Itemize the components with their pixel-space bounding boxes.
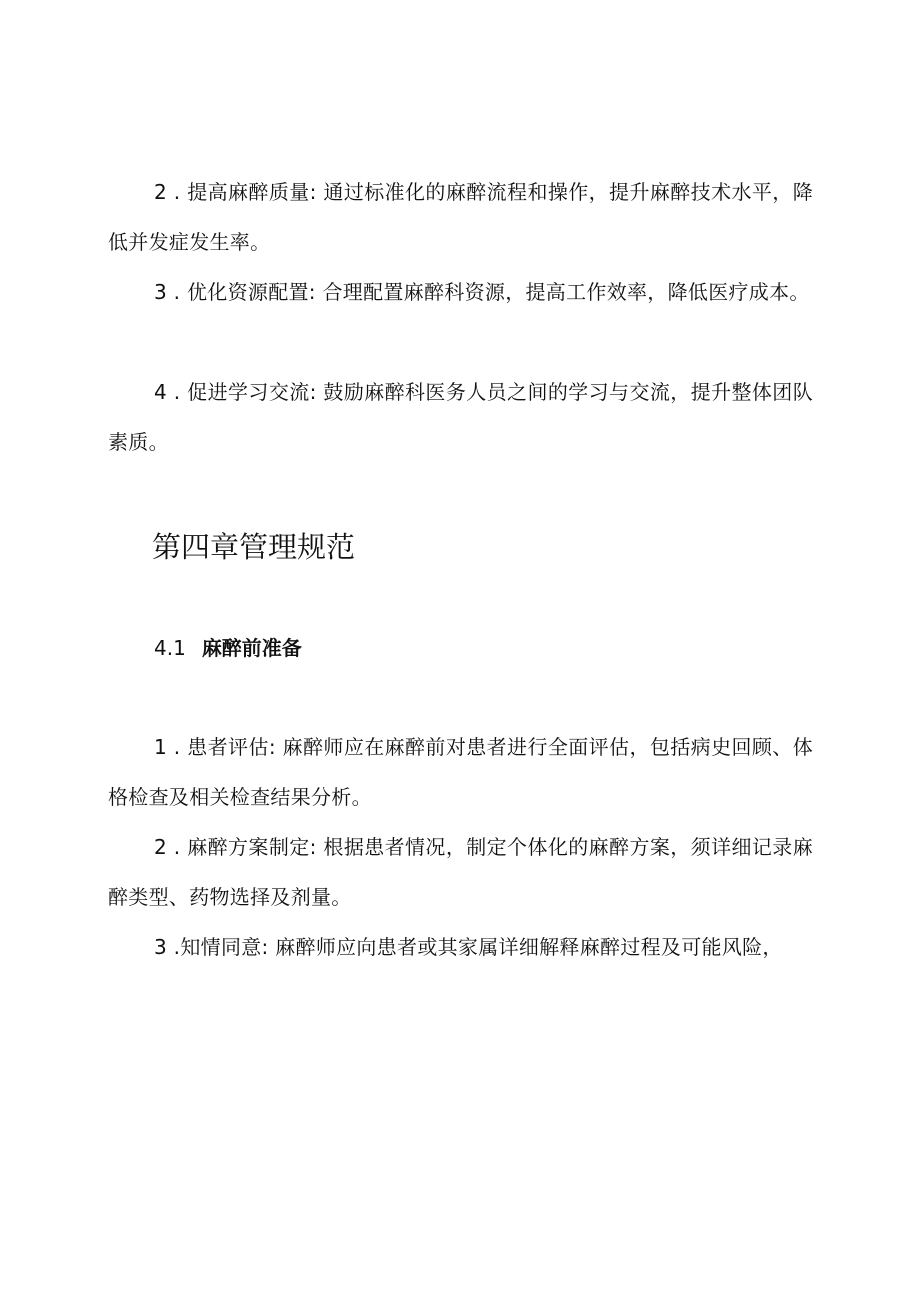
paragraph-item-3-consent: 3 .知情同意: 麻醉师应向患者或其家属详细解释麻醉过程及可能风险， xyxy=(154,935,783,959)
paragraph-item-3-resources: 3 . 优化资源配置: 合理配置麻醉科资源，提高工作效率，降低医疗成本。 xyxy=(154,280,810,304)
paragraph-item-2-quality: 2 . 提高麻醉质量: 通过标准化的麻醉流程和操作，提升麻醉技术水平，降低并发症发生率。 xyxy=(108,180,813,254)
paragraph-item-4-learning: 4 . 促进学习交流: 鼓励麻醉科医务人员之间的学习与交流，提升整体团队素质。 xyxy=(108,380,813,454)
section-title: 麻醉前准备 xyxy=(201,636,302,660)
section-heading xyxy=(154,628,302,668)
section-number: 4.1 xyxy=(154,636,186,660)
paragraph-item-2-plan: 2 . 麻醉方案制定: 根据患者情况，制定个体化的麻醉方案，须详细记录麻醉类型、药物选择及剂量。 xyxy=(108,835,813,909)
chapter-title: 第四章管理规范 xyxy=(152,530,356,564)
paragraph-item-1-assessment: 1 . 患者评估: 麻醉师应在麻醉前对患者进行全面评估，包括病史回顾、体格检查及相关检查结果分析。 xyxy=(108,735,813,809)
